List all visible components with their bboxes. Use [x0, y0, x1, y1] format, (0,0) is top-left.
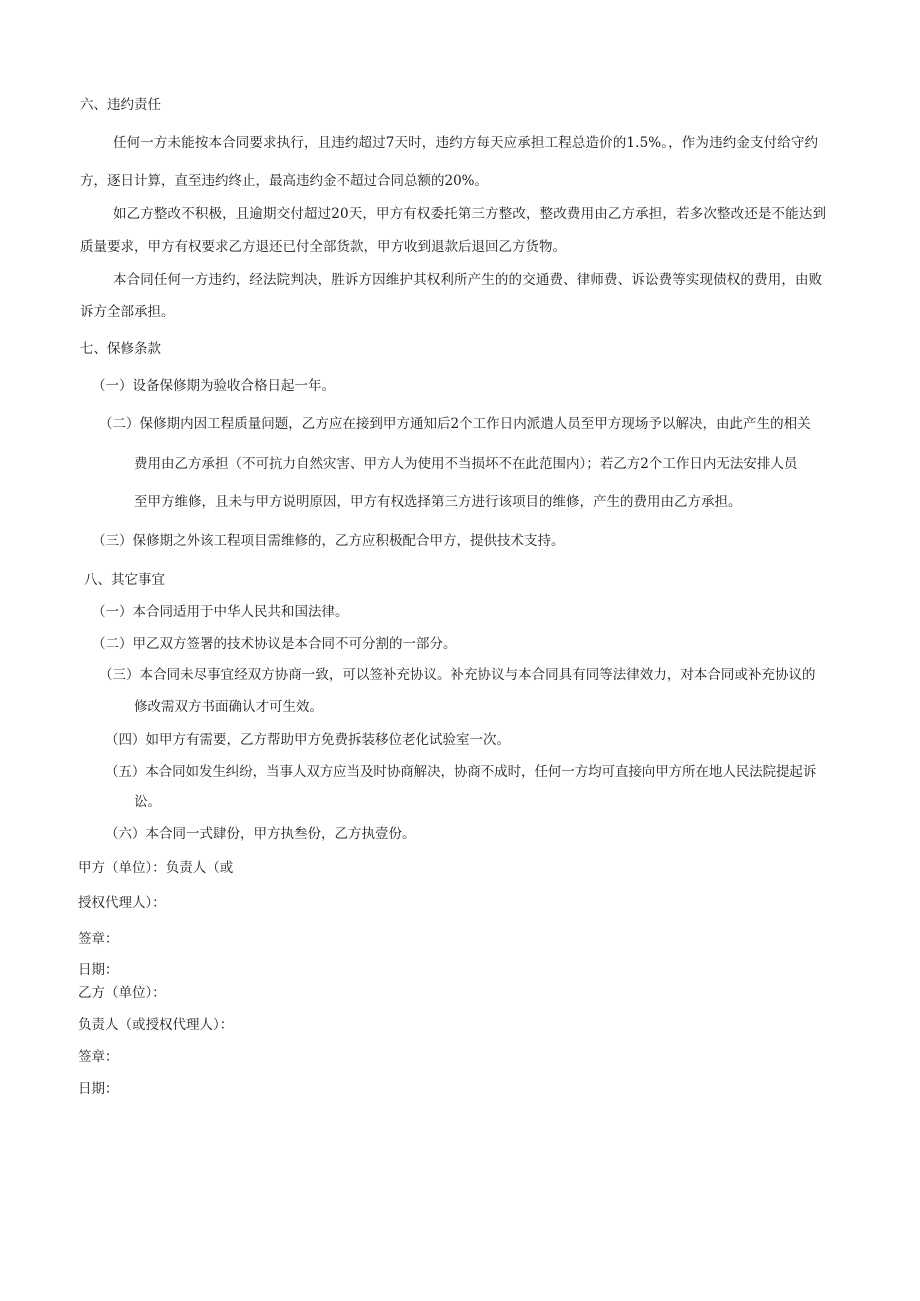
party-a-date-label: 日期： — [78, 962, 119, 978]
section7-item2-line2: 费用由乙方承担（不可抗力自然灾害、甲方人为使用不当损坏不在此范围内）；若乙方2个工作日内无法安排人员 — [134, 456, 798, 472]
section6-heading: 六、违约责任 — [80, 97, 161, 113]
section8-item3-line2: 修改需双方书面确认才可生效。 — [134, 699, 323, 715]
section7-item1: （一）设备保修期为验收合格日起一年。 — [92, 378, 335, 394]
section6-paragraph2-line1: 如乙方整改不积极，且逾期交付超过20天，甲方有权委托第三方整改，整改费用由乙方承担，若多次整改还是不能达到 — [113, 206, 827, 222]
section8-heading: 八、其它事宜 — [84, 572, 165, 588]
section8-item1: （一）本合同适用于中华人民共和国法律。 — [92, 604, 349, 620]
section6-paragraph1-line2: 方，逐日计算，直至违约终止，最高违约金不超过合同总额的20%。 — [80, 173, 489, 189]
section7-item2-line1: （二）保修期内因工程质量问题，乙方应在接到甲方通知后2个工作日内派遣人员至甲方现场予以解决，由此产生的相关 — [99, 416, 811, 432]
party-b-unit-label: 乙方（单位）： — [78, 985, 166, 1001]
section8-item3-line1: （三）本合同未尽事宜经双方协商一致，可以签补充协议。补充协议与本合同具有同等法律效力，对本合同或补充协议的 — [99, 667, 816, 683]
section6-paragraph3-line2: 诉方全部承担。 — [80, 304, 175, 320]
party-b-representative-label: 负责人（或授权代理人）： — [78, 1017, 234, 1033]
party-a-seal-label: 签章： — [78, 931, 119, 947]
section6-paragraph2-line2: 质量要求，甲方有权要求乙方退还已付全部货款，甲方收到退款后退回乙方货物。 — [80, 239, 566, 255]
party-b-date-label: 日期： — [78, 1081, 119, 1097]
section6-paragraph1-line1: 任何一方未能按本合同要求执行，且违约超过7天时，违约方每天应承担工程总造价的1.5%。，作为违约金支付给守约 — [113, 135, 819, 151]
section7-heading: 七、保修条款 — [80, 341, 161, 357]
section8-item5-line2: 讼。 — [134, 794, 161, 810]
section8-item2: （二）甲乙双方签署的技术协议是本合同不可分割的一部分。 — [92, 636, 457, 652]
section8-item5-line1: （五）本合同如发生纠纷，当事人双方应当及时协商解决，协商不成时，任何一方均可直接向甲方所在地人民法院提起诉 — [105, 764, 817, 780]
section6-paragraph3-line1: 本合同任何一方违约，经法院判决，胜诉方因维护其权利所产生的的交通费、律师费、诉讼费等实现债权的费用，由败 — [113, 272, 823, 288]
section8-item6: （六）本合同一式肆份，甲方执叁份，乙方执壹份。 — [105, 826, 416, 842]
section7-item3: （三）保修期之外该工程项目需维修的，乙方应积极配合甲方，提供技术支持。 — [92, 533, 565, 549]
section7-item2-line3: 至甲方维修，且未与甲方说明原因，甲方有权选择第三方进行该项目的维修，产生的费用由乙方承担。 — [134, 494, 742, 510]
section8-item4: （四）如甲方有需要，乙方帮助甲方免费拆装移位老化试验室一次。 — [105, 732, 510, 748]
party-b-seal-label: 签章： — [78, 1049, 119, 1065]
party-a-unit-label: 甲方（单位）：负责人（或 — [78, 860, 234, 876]
party-a-representative-label: 授权代理人）： — [78, 895, 166, 911]
